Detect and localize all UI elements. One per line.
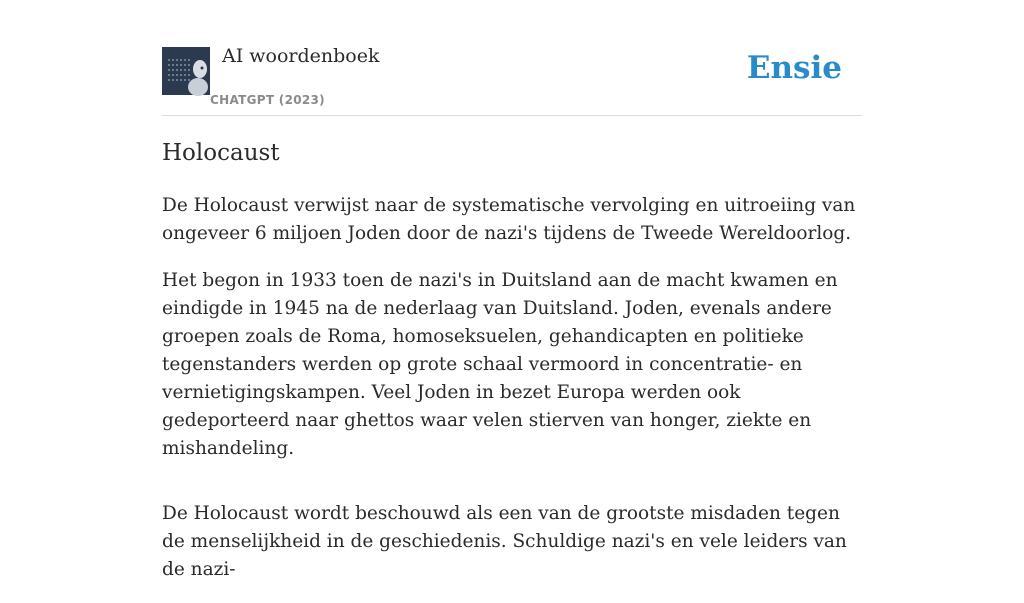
avatar[interactable] (162, 47, 210, 95)
robot-avatar-icon (162, 47, 210, 95)
source-meta: CHATGPT (2023) (210, 93, 325, 107)
brand-logo[interactable]: Ensie (746, 50, 842, 86)
article-body (162, 192, 862, 603)
article-title: Holocaust (162, 140, 280, 166)
paragraph-1: De Holocaust verwijst naar de systematische vervolging en uitroeiing van ongeveer 6 miljoen Joden door de nazi's tijdens de Tweede Wereldoorlog. (162, 195, 856, 244)
paragraph-3: De Holocaust wordt beschouwd als een van de grootste misdaden tegen de menselijkheid in de geschiedenis. Schuldige nazi's en vele leiders van de nazi- (162, 503, 847, 580)
header (162, 0, 862, 116)
site-title[interactable]: AI woordenboek (222, 45, 380, 67)
page (162, 0, 862, 580)
paragraph-2: Het begon in 1933 toen de nazi's in Duitsland aan de macht kwamen en eindigde in 1945 na de nederlaag van Duitsland. Joden, evenals andere groepen zoals de Roma, homoseksuelen, gehandicapten en politieke tegenstanders werden op grote schaal vermoord in concentratie- en vernietigingskampen. Veel Joden in bezet Europa werden ook gedeporteerd naar ghettos waar velen stierven van honger, ziekte en mishandeling. (162, 270, 838, 459)
